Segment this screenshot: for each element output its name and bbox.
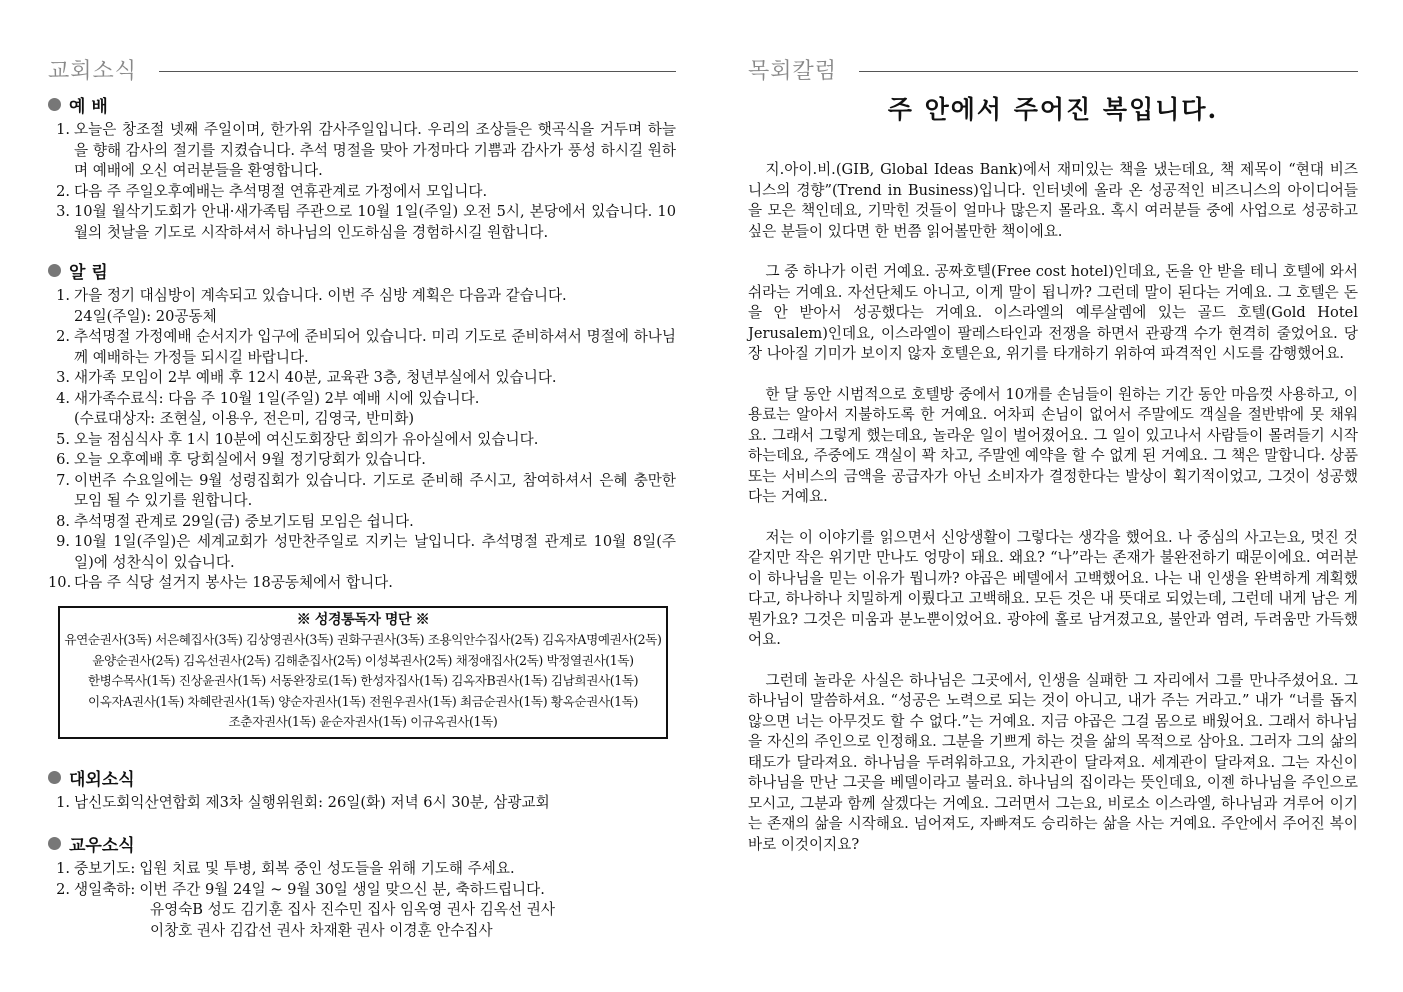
- church-news-title: 교회소식: [48, 58, 138, 84]
- list-item: 1. 남신도회익산연합회 제3차 실행위원회: 26일(화) 저녁 6시 30분, 삼광교회: [56, 793, 550, 811]
- church-news-column: [48, 50, 676, 941]
- column-paragraph: 지.아이.비.(GIB, Global Ideas Bank)에서 재미있는 책을 냈는데요, 책 제목이 “현대 비즈니스의 경향”(Trend in Business)입니다. 인터넷에 올라 온 성공적인 비즈니스의 아이디어들을 모은 책인데요, 기막힌 것들이 얼마나 많은지 몰라요. 혹시 여러분들 중에 사업으로 성공하고 싶은 분들이 있다면 한 번쯤 읽어볼만한 책이에요.: [748, 161, 1358, 240]
- bible-reading-line: 윤양순권사(2독) 김옥선권사(2독) 김해춘집사(2독) 이성복권사(2독) 채정애집사(2독) 박정열권사(1독): [92, 652, 634, 668]
- member-news-title: 교우소식: [69, 836, 135, 856]
- birthday-label: 생일축하:: [74, 880, 136, 898]
- column-paragraph: 한 달 동안 시범적으로 호텔방 중에서 10개를 손님들이 원하는 기간 동안 마음껏 사용하고, 이용료는 알아서 지불하도록 한 거예요. 어차피 손님이 없어서 주말에도 객실을 절반밖에 못 채워요. 그래서 그렇게 했는데요, 놀라운 일이 벌어졌어요. 그 일이 있고나서 사람들이 몰려들기 시작하는데요, 주중에도 객실이 꽉 차고, 주말엔 예약을 할 수 없게 된 거예요. 그 책은 말합니다. 상품 또는 서비스의 금액을 공급자가 아닌 소비자가 결정한다는 발상이 획기적이었고, 그것이 성공했다는 거예요.: [748, 385, 1358, 505]
- list-item: 1. 가을 정기 대심방이 계속되고 있습니다. 이번 주 심방 계획은 다음과 같습니다. 24일(주일): 20공동체: [56, 287, 567, 325]
- external-news-title: 대외소식: [69, 769, 135, 790]
- external-news-list: [48, 793, 676, 814]
- list-item: 4. 새가족수료식: 다음 주 10월 1일(주일) 2부 예배 시에 있습니다. (수료대상자: 조현실, 이용우, 전은미, 김영국, 반미화): [56, 389, 480, 427]
- column-paragraph: 저는 이 이야기를 읽으면서 신앙생활이 그렇다는 생각을 했어요. 나 중심의 사고는요, 멋진 것 같지만 작은 위기만 만나도 엉망이 돼요. 왜요? “나”라는 존재가 불완전하기 때문이에요. 여러분이 하나님을 믿는 이유가 뭡니까? 야곱은 베델에서 고백했어요. 나는 내 인생을 완벽하게 계획했다고, 하나하나 치밀하게 이뤘다고 고백해요. 모든 것은 내 뜻대로 되었는데, 그런데 내게 남은 게 뭔가요? 그것은 미움과 분노뿐이었어요. 광야에 홀로 남겨졌고요, 불안과 염려, 두려움만 가득했어요.: [748, 528, 1358, 648]
- list-item: 8. 추석명절 관계로 29일(금) 중보기도팀 모임은 쉽니다.: [56, 512, 414, 530]
- bible-reading-box: [58, 606, 668, 739]
- member-news-list: [48, 859, 676, 941]
- notice-subline: (수료대상자: 조현실, 이용우, 전은미, 김영국, 반미화): [74, 410, 415, 427]
- list-item: 2. 생일축하: 이번 주간 9월 24일 ~ 9월 30일 생일 맞으신 분, 축하드립니다.: [48, 880, 676, 901]
- bible-reading-line: 조춘자권사(1독) 윤순자권사(1독) 이규옥권사(1독): [228, 714, 498, 729]
- bible-reading-title: ※ 성경통독자 명단 ※: [296, 611, 430, 628]
- bullet-dot-icon: [48, 837, 61, 850]
- column-paragraph: 그 중 하나가 이런 거예요. 공짜호텔(Free cost hotel)인데요, 돈을 안 받을 테니 호텔에 와서 쉬라는 거예요. 자선단체도 아니고, 이게 말이 됩니까? 그런데 말이 된다는 거예요. 그 호텔은 돈을 안 받아서 성공했다는 거예요. 이스라엘의 예루살렘에 있는 골드 호텔(Gold Hotel Jerusalem)인데요, 이스라엘이 팔레스타인과 전쟁을 하면서 관광객 수가 현격히 줄었어요. 당장 나아질 기미가 보이지 않자 호텔은요, 위기를 타개하기 위하여 파격적인 시도를 감행했어요.: [748, 263, 1358, 362]
- pastor-column-label: 목회칼럼: [748, 58, 838, 84]
- bullet-dot-icon: [48, 264, 61, 277]
- notice-title: 알 림: [69, 263, 108, 283]
- worship-list: [48, 120, 676, 243]
- list-item: 1. 오늘은 창조절 넷째 주일이며, 한가위 감사주일입니다. 우리의 조상들은 햇곡식을 거두며 하늘을 향해 감사의 절기를 지켰습니다. 추석 명절을 맞아 가정마다 기쁨과 감사가 풍성 하시길 원하며 예배에 오신 여러분들을 환영합니다.: [56, 121, 676, 179]
- bible-reading-line: 이옥자A권사(1독) 차혜란권사(1독) 양순자권사(1독) 전원우권사(1독) 최금순권사(1독) 황옥순권사(1독): [87, 693, 639, 709]
- bullet-dot-icon: [48, 98, 61, 111]
- list-item: 7. 이번주 수요일에는 9월 성령집회가 있습니다. 기도로 준비해 주시고, 참여하셔서 은혜 충만한 모임 될 수 있기를 원합니다.: [56, 471, 676, 509]
- member-news-heading: [48, 831, 676, 856]
- prayer-text: 입원 치료 및 투병, 회복 중인 성도들을 위해 기도해 주세요.: [139, 860, 515, 877]
- list-item: 5. 오늘 점심식사 후 1시 10분에 여신도회장단 회의가 유아실에서 있습니다.: [56, 430, 539, 448]
- header-rule: [159, 71, 676, 72]
- notice-heading: [48, 258, 676, 283]
- notice-list: [48, 286, 676, 594]
- list-item: 1. 중보기도: 입원 치료 및 투병, 회복 중인 성도들을 위해 기도해 주세요.: [48, 859, 676, 880]
- list-item: 9. 10월 1일(주일)은 세계교회가 성만찬주일로 지키는 날입니다. 추석명절 관계로 10월 8일(주일)에 성찬식이 있습니다.: [56, 533, 676, 571]
- pastor-column-header: [748, 50, 1358, 88]
- column-paragraph: 그런데 놀라운 사실은 하나님은 그곳에서, 인생을 실패한 그 자리에서 그를 만나주셨어요. 그 하나님이 말씀하셔요. “성공은 노력으로 되는 것이 아니고, 내가 주는 거라고.” 내가 “너를 돕지 않으면 너는 아무것도 할 수 없다.”는 거예요. 지금 야곱은 그걸 몸으로 배웠어요. 그래서 하나님을 자신의 주인으로 인정해요. 그분을 기쁘게 하는 것을 삶의 목적으로 삼아요. 그러자 그의 삶의 태도가 달라져요. 하나님을 두려워하고요, 가치관이 달라져요. 세계관이 달라져요. 그는 자신이 하나님을 만난 그곳을 베델이라고 불러요. 하나님의 집이라는 뜻인데요, 이젠 하나님을 주인으로 모시고, 그분과 함께 살겠다는 거예요. 그러면서 그는요, 비로소 이스라엘, 하나님과 겨루어 이기는 존재의 삶을 시작해요. 넘어져도, 자빠져도 승리하는 삶을 사는 거예요. 주안에서 주어진 복이 바로 이것이지요?: [748, 671, 1358, 853]
- list-item: 2. 다음 주 주일오후예배는 추석명절 연휴관계로 가정에서 모입니다.: [56, 182, 488, 200]
- prayer-label: 중보기도:: [74, 860, 136, 877]
- pastor-column: [748, 50, 1358, 875]
- list-item: 6. 오늘 오후예배 후 당회실에서 9월 정기당회가 있습니다.: [56, 451, 426, 468]
- header-rule: [859, 71, 1358, 72]
- bible-reading-line: 한병수목사(1독) 진상윤권사(1독) 서동완장로(1독) 한성자집사(1독) 김옥자B권사(1독) 김남희권사(1독): [87, 673, 639, 688]
- birthday-names: 이창호 권사 김갑선 권사 차재환 권사 이경훈 안수집사: [150, 921, 493, 939]
- worship-heading: [48, 92, 676, 117]
- list-item: 3. 새가족 모임이 2부 예배 후 12시 40분, 교육관 3층, 청년부실에서 있습니다.: [56, 369, 557, 386]
- list-item: 2. 추석명절 가정예배 순서지가 입구에 준비되어 있습니다. 미리 기도로 준비하셔서 명절에 하나님께 예배하는 가정들 되시길 바랍니다.: [56, 328, 676, 366]
- church-news-header: [48, 50, 676, 88]
- list-item: 3. 10월 월삭기도회가 안내·새가족팀 주관으로 10월 1일(주일) 오전 5시, 본당에서 있습니다. 10월의 첫날을 기도로 시작하셔서 하나님의 인도하심을 경험하시길 원합니다.: [56, 203, 676, 241]
- column-title: 주 안에서 주어진 복입니다.: [887, 95, 1219, 124]
- bible-reading-line: 유연순권사(3독) 서은혜집사(3독) 김상영권사(3독) 권화구권사(3독) 조용익안수집사(2독) 김옥자A명예권사(2독): [64, 632, 662, 647]
- worship-title: 예 배: [69, 97, 108, 117]
- external-news-heading: [48, 765, 676, 790]
- bullet-dot-icon: [48, 771, 61, 784]
- birthday-text: 이번 주간 9월 24일 ~ 9월 30일 생일 맞으신 분, 축하드립니다.: [139, 880, 545, 898]
- list-item: 10. 다음 주 식당 설거지 봉사는 18공동체에서 합니다.: [48, 574, 393, 591]
- notice-subline: 24일(주일): 20공동체: [74, 307, 217, 325]
- birthday-names: 유영숙B 성도 김기훈 집사 진수민 집사 임옥영 권사 김옥선 권사: [150, 901, 555, 918]
